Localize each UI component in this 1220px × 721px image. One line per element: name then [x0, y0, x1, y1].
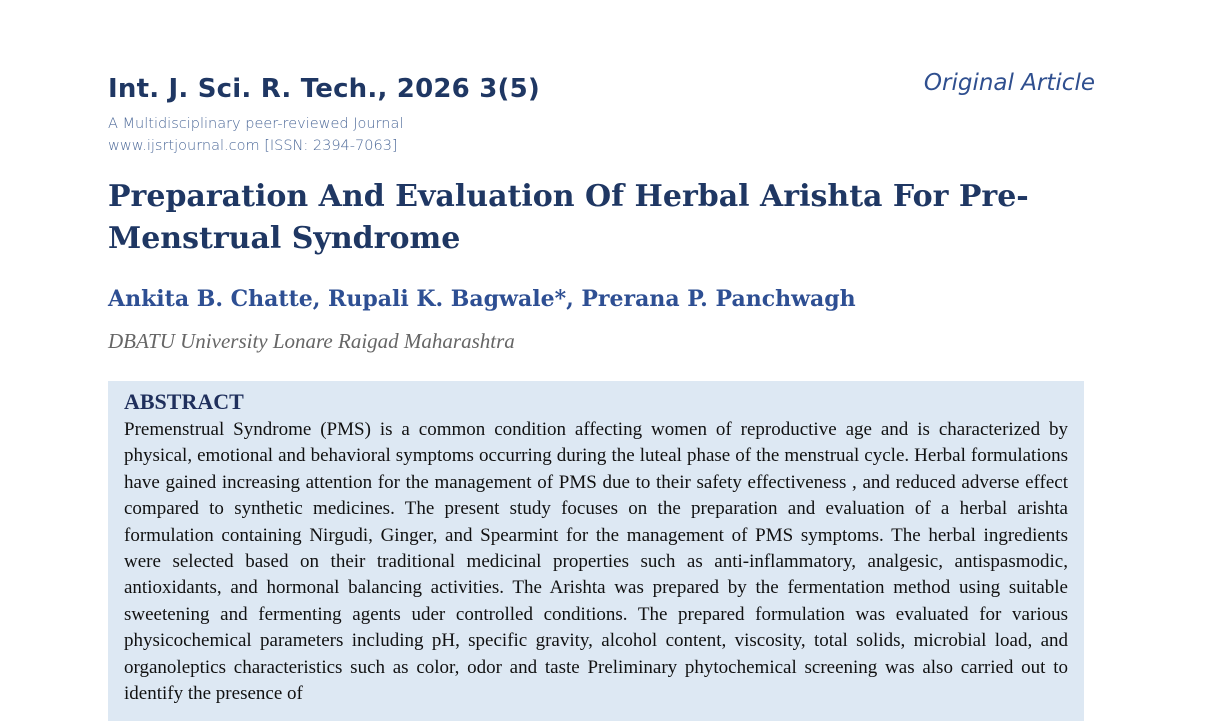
author-list: Ankita B. Chatte, Rupali K. Bagwale*, Prerana P. Panchwagh — [108, 286, 856, 312]
journal-tagline: A Multidisciplinary peer-reviewed Journal — [108, 116, 404, 132]
journal-website: www.ijsrtjournal.com [ISSN: 2394-7063] — [108, 138, 398, 154]
paper-title: Preparation And Evaluation Of Herbal Arishta For Pre-Menstrual Syndrome — [108, 179, 1029, 256]
article-type-label: Original Article — [923, 70, 1095, 96]
abstract-heading: ABSTRACT — [124, 389, 244, 414]
abstract-text: Premenstrual Syndrome (PMS) is a common condition affecting women of reproductive age and is characterized by physical, emotional and behavioral symptoms occurring during the luteal phase of the menstrual cycle. Herbal formulations have gained increasing attention for the management of PMS due to their safety effectiveness , and reduced adverse effect compared to synthetic medicines. The present study focuses on the preparation and evaluation of a herbal arishta formulation containing Nirgudi, Ginger, and Spearmint for the management of PMS symptoms. The herbal ingredients were selected based on their traditional medicinal properties such as anti-inflammatory, analgesic, antispasmodic, antioxidants, and hormonal balancing activities. The Arishta was prepared by the fermentation method using suitable sweetening and fermenting agents uder controlled conditions. The prepared formulation was evaluated for various physicochemical parameters including pH, specific gravity, alcohol content, viscosity, total solids, microbial load, and organoleptics characteristics such as color, odor and taste Preliminary phytochemical screening was also carried out to identify the presence of — [124, 419, 1068, 705]
abstract-section — [108, 381, 1084, 721]
journal-title: Int. J. Sci. R. Tech., 2026 3(5) — [108, 74, 540, 104]
author-affiliation: DBATU University Lonare Raigad Maharashtra — [108, 329, 515, 353]
journal-info — [108, 113, 403, 157]
